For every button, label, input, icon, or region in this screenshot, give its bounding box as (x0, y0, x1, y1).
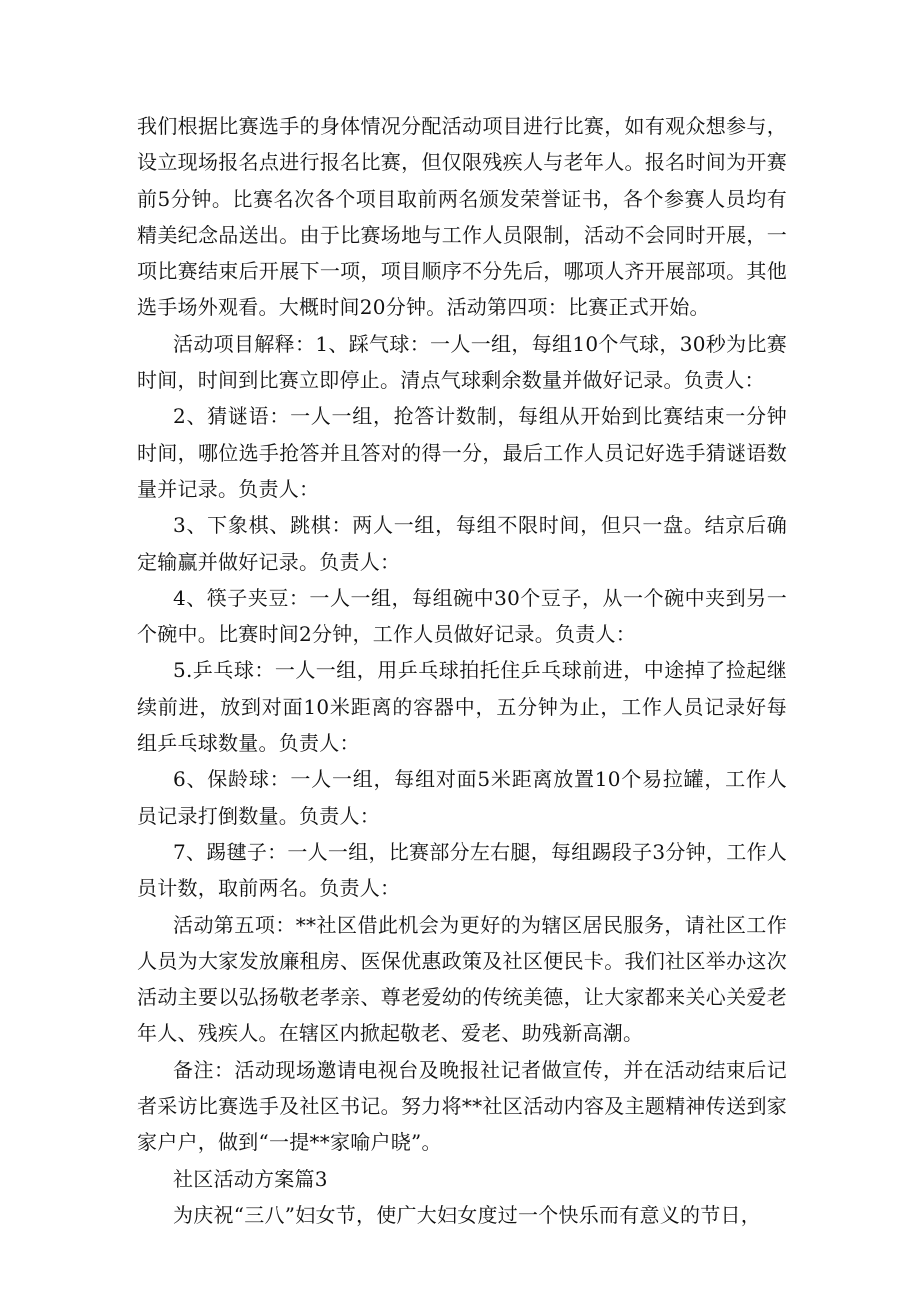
paragraph-remarks: 备注：活动现场邀请电视台及晚报社记者做宣传，并在活动结束后记者采访比赛选手及社区书记。努力将**社区活动内容及主题精神传送到家家户户，做到“一提**家喻户晓”。 (137, 1057, 787, 1155)
document-body (137, 108, 787, 1233)
paragraph-activity-explanation: 活动项目解释：1、踩气球：一人一组，每组10个气球，30秒为比赛时间，时间到比赛立即停止。清点气球剩余数量并做好记录。负责人： (137, 331, 787, 393)
paragraph-bowling: 6、保龄球：一人一组，每组对面5米距离放置10个易拉罐，工作人员记录打倒数量。负责人： (137, 767, 787, 828)
paragraph-riddles: 2、猜谜语：一人一组，抢答计数制，每组从开始到比赛结束一分钟时间，哪位选手抢答并且答对的得一分，最后工作人员记好选手猜谜语数量并记录。负责人： (137, 404, 787, 501)
section-heading-plan-3: 社区活动方案篇3 (173, 1166, 328, 1191)
paragraph-womens-day-intro: 为庆祝“三八”妇女节，使广大妇女度过一个快乐而有意义的节日， (173, 1202, 761, 1227)
paragraph-competition-rules: 我们根据比赛选手的身体情况分配活动项目进行比赛，如有观众想参与，设立现场报名点进行报名比赛，但仅限残疾人与老年人。报名时间为开赛前5分钟。比赛名次各个项目取前两名颁发荣誉证书，各个参赛人员均有精美纪念品送出。由于比赛场地与工作人员限制，活动不会同时开展，一项比赛结束后开展下一项，项目顺序不分先后，哪项人齐开展部项。其他选手场外观看。大概时间20分钟。活动第四项：比赛正式开始。 (137, 114, 787, 320)
paragraph-ping-pong: 5.乒乓球：一人一组，用乒乓球拍托住乒乓球前进，中途掉了捡起继续前进，放到对面10米距离的容器中，五分钟为止，工作人员记录好每组乒乓球数量。负责人： (137, 658, 787, 756)
paragraph-chess: 3、下象棋、跳棋：两人一组，每组不限时间，但只一盘。结京后确定输赢并做好记录。负责人： (137, 513, 787, 574)
paragraph-shuttlecock: 7、踢毽子：一人一组，比赛部分左右腿，每组踢段子3分钟，工作人员计数，取前两名。负责人： (137, 839, 787, 901)
paragraph-chopsticks-beans: 4、筷子夹豆：一人一组，每组碗中30个豆子，从一个碗中夹到另一个碗中。比赛时间2分钟，工作人员做好记录。负责人： (137, 585, 787, 647)
paragraph-activity-five: 活动第五项：**社区借此机会为更好的为辖区居民服务，请社区工作人员为大家发放廉租房、医保优惠政策及社区便民卡。我们社区举办这次活动主要以弘扬敬老孝亲、尊老爱幼的传统美德，让大家都来关心关爱老年人、残疾人。在辖区内掀起敬老、爱老、助残新高潮。 (137, 912, 787, 1046)
